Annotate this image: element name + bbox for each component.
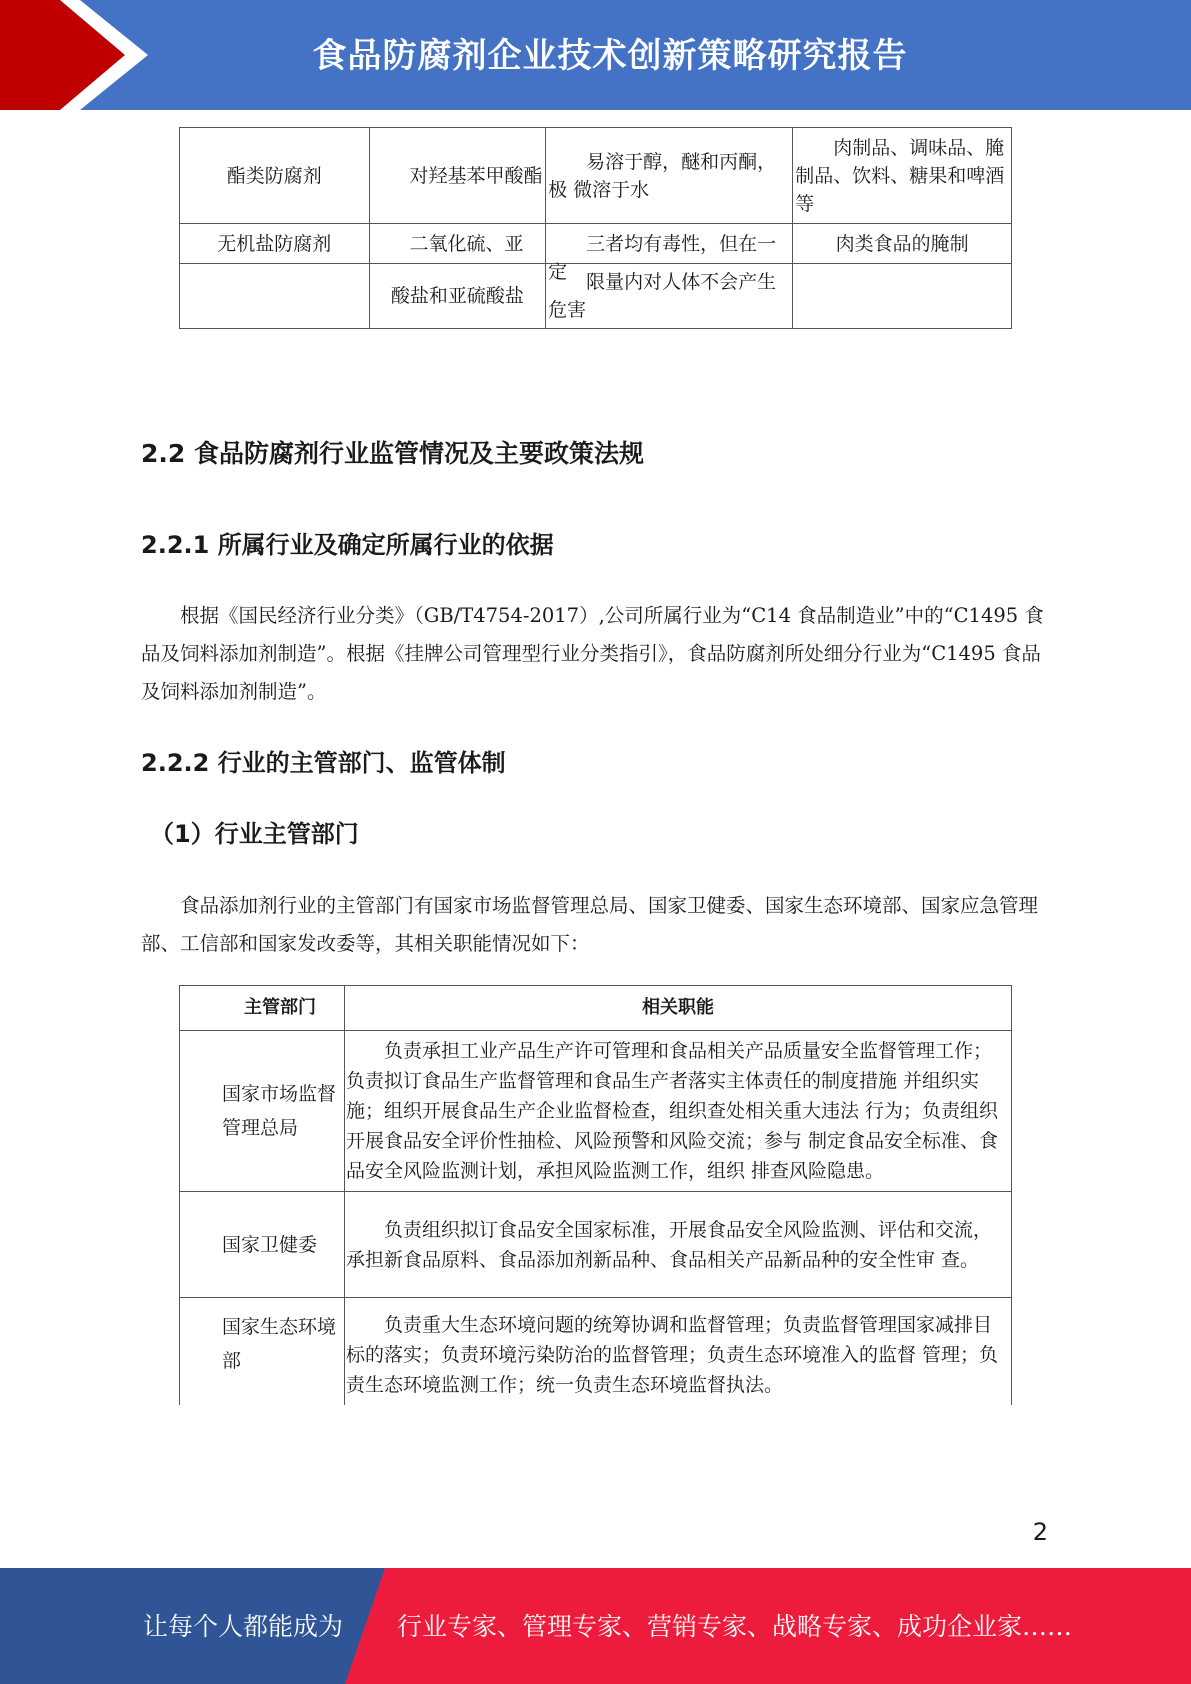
table-cell: 肉类食品的腌制 xyxy=(793,224,1012,264)
dept-cell: 国家卫健委 xyxy=(180,1192,345,1298)
table-header-row xyxy=(180,986,1012,1031)
table-cell: 酯类防腐剂 xyxy=(180,128,370,224)
section-heading-2-2-2: 2.2.2 行业的主管部门、监管体制 xyxy=(141,749,506,777)
table-cell: 三者均有毒性，但在一定 xyxy=(548,232,777,283)
table-cell-wrap xyxy=(369,224,546,264)
footer-slogan-right: 行业专家、管理专家、营销专家、战略专家、成功企业家…… xyxy=(397,1612,1073,1641)
duty-cell: 负责承担工业产品生产许可管理和食品相关产品质量安全监督管理工作；负责拟订食品生产监督管理和食品生产者落实主体责任的制度措施 并组织实施；组织开展食品生产企业监督检查，组织查处相关重大违法 行为；负责组织开展食品安全评价性抽检、风险预警和风险交流；参与 制定食品安全标准、食品安全风险监测计划，承担风险监测工作，组织 排查风险隐患。 xyxy=(345,1031,1012,1192)
table-cell xyxy=(793,264,1012,329)
table-cell: 易溶于醇，醚和丙酮，极 微溶于水 xyxy=(546,128,793,224)
table-row xyxy=(180,264,1012,329)
column-header-duty: 相关职能 xyxy=(345,986,1012,1031)
section-heading-2-2-1: 2.2.1 所属行业及确定所属行业的依据 xyxy=(141,531,554,559)
paragraph-regulators: 食品添加剂行业的主管部门有国家市场监督管理总局、国家卫健委、国家生态环境部、国家应急管理部、工信部和国家发改委等，其相关职能情况如下： xyxy=(141,894,1039,955)
table-cell: 对羟基苯甲酸酯 xyxy=(369,128,546,224)
page-number: 2 xyxy=(1032,1518,1048,1546)
table-row xyxy=(180,1031,1012,1192)
table-cell-wrap xyxy=(546,224,793,283)
subsection-heading-1: （1）行业主管部门 xyxy=(150,820,359,848)
section-heading-2-2: 2.2 食品防腐剂行业监管情况及主要政策法规 xyxy=(141,439,644,468)
preservative-table xyxy=(179,127,1012,329)
table-cell: 肉制品、调味品、腌 制品、饮料、糖果和啤酒等 xyxy=(793,128,1012,224)
table-cell: 二氧化硫、亚 xyxy=(409,232,524,255)
footer-slogan-left: 让每个人都能成为 xyxy=(143,1612,344,1641)
page-header xyxy=(0,0,1191,110)
report-title: 食品防腐剂企业技术创新策略研究报告 xyxy=(312,36,908,76)
table-row xyxy=(180,1298,1012,1406)
regulator-table xyxy=(179,985,1012,1405)
duty-cell: 负责重大生态环境问题的统筹协调和监督管理；负责监督管理国家减排目标的落实；负责环境污染防治的监督管理；负责生态环境准入的监督 管理；负责生态环境监测工作；统一负责生态环境监督执法。 xyxy=(345,1298,1012,1406)
column-header-dept: 主管部门 xyxy=(180,986,345,1031)
dept-cell: 国家生态环境部 xyxy=(180,1298,345,1406)
table-cell: 限量内对人体不会产生危害 xyxy=(546,264,793,329)
table-row xyxy=(180,128,1012,224)
dept-cell: 国家市场监督管理总局 xyxy=(180,1031,345,1192)
table-cell: 无机盐防腐剂 xyxy=(180,224,370,264)
table-cell xyxy=(180,264,370,329)
table-cell: 酸盐和亚硫酸盐 xyxy=(369,264,546,329)
table-row xyxy=(180,1192,1012,1298)
page-footer xyxy=(0,1568,1191,1684)
paragraph-industry-classification: 根据《国民经济行业分类》（GB/T4754-2017）,公司所属行业为“C14 食品制造业”中的“C1495 食品及饲料添加剂制造”。根据《挂牌公司管理型行业分类指引》，食品防腐剂所处细分行业为“C1495 食品及饲料添加剂制造”。 xyxy=(141,604,1044,703)
table-row xyxy=(180,224,1012,264)
duty-cell: 负责组织拟订食品安全国家标准，开展食品安全风险监测、评估和交流，承担新食品原料、食品添加剂新品种、食品相关产品新品种的安全性审 查。 xyxy=(345,1192,1012,1298)
